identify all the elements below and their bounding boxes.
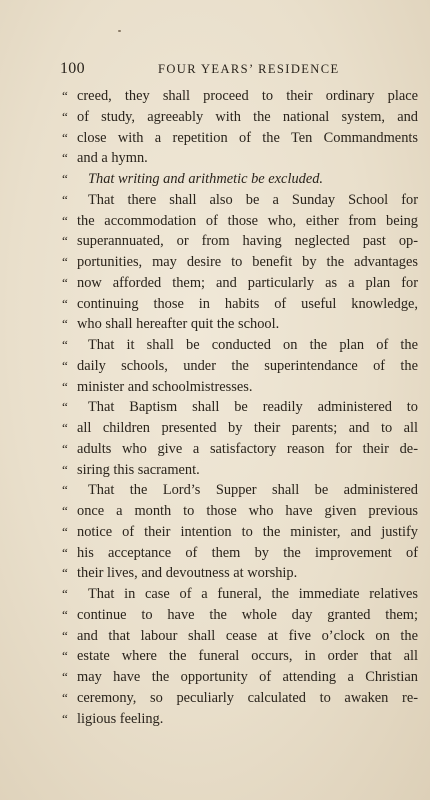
- line-text: superannuated, or from having neglected past op-: [77, 233, 418, 250]
- line-text: now afforded them; and particularly as a plan for: [77, 274, 418, 291]
- text-line: [62, 646, 418, 667]
- quote-mark: “: [62, 295, 68, 311]
- quote-mark: “: [62, 357, 68, 373]
- quote-mark: “: [62, 627, 68, 643]
- line-text: That it shall be conducted on the plan of the: [88, 337, 418, 353]
- quote-mark: “: [62, 523, 68, 539]
- quote-mark: “: [62, 378, 68, 394]
- line-text: minister and schoolmistresses.: [77, 378, 253, 395]
- quote-mark: “: [62, 254, 68, 269]
- line-text: creed, they shall proceed to their ordinary place: [77, 88, 418, 104]
- line-text: once a month to those who have given previous: [77, 503, 418, 519]
- line-text: and a hymn.: [77, 150, 148, 167]
- quote-mark: “: [62, 150, 68, 166]
- line-text: all children presented by their parents; and to all: [77, 420, 418, 436]
- line-text: who shall hereafter quit the school.: [77, 316, 280, 333]
- quote-mark: “: [62, 482, 68, 498]
- quote-mark: “: [62, 233, 68, 249]
- text-line: [62, 190, 418, 211]
- text-line: [62, 169, 418, 190]
- text-line: [62, 460, 418, 481]
- text-line: [62, 128, 418, 149]
- text-line: [62, 439, 418, 460]
- text-line: [62, 356, 418, 377]
- running-head: FOUR YEARS’ RESIDENCE: [158, 62, 340, 76]
- line-text: That Baptism shall be readily administered to: [88, 399, 418, 416]
- page-header: [60, 60, 400, 82]
- text-line: [62, 688, 418, 709]
- quote-mark: “: [62, 129, 68, 145]
- quote-mark: “: [62, 565, 68, 581]
- quote-mark: “: [62, 440, 68, 456]
- text-line: [62, 480, 418, 501]
- line-text: portunities, may desire to benefit by the advantages: [77, 254, 418, 270]
- text-line: [62, 543, 418, 564]
- quote-mark: “: [62, 503, 68, 518]
- line-text: ligious feeling.: [77, 710, 164, 727]
- line-text: ceremony, so peculiarly calculated to awaken re-: [77, 689, 418, 706]
- text-line: [62, 294, 418, 315]
- text-line: [62, 335, 418, 356]
- quote-mark: “: [62, 212, 68, 228]
- line-text: daily schools, under the superintendance of the: [77, 357, 418, 374]
- quote-mark: “: [62, 337, 68, 352]
- text-line: [62, 231, 418, 252]
- line-text: the accommodation of those who, either from being: [77, 212, 418, 229]
- line-text: siring this sacrament.: [77, 461, 200, 478]
- quote-mark: “: [62, 669, 68, 684]
- text-line: [62, 377, 418, 398]
- text-line: [62, 273, 418, 294]
- quote-mark: “: [62, 88, 68, 103]
- text-line: [62, 418, 418, 439]
- text-line: [62, 252, 418, 273]
- line-text: of study, agreeably with the national system, and: [77, 108, 418, 125]
- text-line: [62, 605, 418, 626]
- quote-mark: “: [62, 606, 68, 622]
- quote-mark: “: [62, 274, 68, 290]
- quote-mark: “: [62, 461, 68, 477]
- text-line: [62, 211, 418, 232]
- line-text: close with a repetition of the Ten Commandments: [77, 129, 418, 146]
- quote-mark: “: [62, 420, 68, 435]
- text-line: [62, 148, 418, 169]
- text-line: [62, 522, 418, 543]
- line-text: continuing those in habits of useful knowledge,: [77, 295, 418, 312]
- text-line: [62, 107, 418, 128]
- text-line: [62, 709, 418, 730]
- line-text: That the Lord’s Supper shall be administered: [88, 482, 418, 499]
- line-text: may have the opportunity of attending a Christian: [77, 669, 418, 685]
- text-line: [62, 584, 418, 605]
- line-text: his acceptance of them by the improvement of: [77, 544, 418, 561]
- text-line: [62, 667, 418, 688]
- line-text: continue to have the whole day granted them;: [77, 606, 418, 623]
- line-text: That there shall also be a Sunday School for: [88, 191, 418, 208]
- quote-mark: “: [62, 316, 68, 332]
- text-line: [62, 626, 418, 647]
- text-line: [62, 563, 418, 584]
- quote-mark: “: [62, 710, 68, 726]
- line-text: That writing and arithmetic be excluded.: [88, 171, 324, 187]
- text-line: [62, 397, 418, 418]
- page-body-text: [62, 86, 418, 729]
- quote-mark: “: [62, 191, 68, 207]
- text-line: [62, 314, 418, 335]
- text-line: [62, 501, 418, 522]
- line-text: adults who give a satisfactory reason for their de-: [77, 440, 418, 457]
- line-text: and that labour shall cease at five o’clock on the: [77, 627, 418, 644]
- line-text: their lives, and devoutness at worship.: [77, 565, 298, 582]
- ink-speck: [118, 30, 121, 32]
- quote-mark: “: [62, 108, 68, 124]
- quote-mark: “: [62, 648, 68, 664]
- line-text: That in case of a funeral, the immediate relatives: [88, 586, 418, 602]
- quote-mark: “: [62, 689, 68, 705]
- text-line: [62, 86, 418, 107]
- page-number: 100: [60, 60, 85, 77]
- quote-mark: “: [62, 544, 68, 560]
- line-text: notice of their intention to the minister, and justify: [77, 523, 418, 540]
- quote-mark: “: [62, 171, 68, 186]
- line-text: estate where the funeral occurs, in order that all: [77, 648, 418, 665]
- quote-mark: “: [62, 586, 68, 601]
- quote-mark: “: [62, 399, 68, 415]
